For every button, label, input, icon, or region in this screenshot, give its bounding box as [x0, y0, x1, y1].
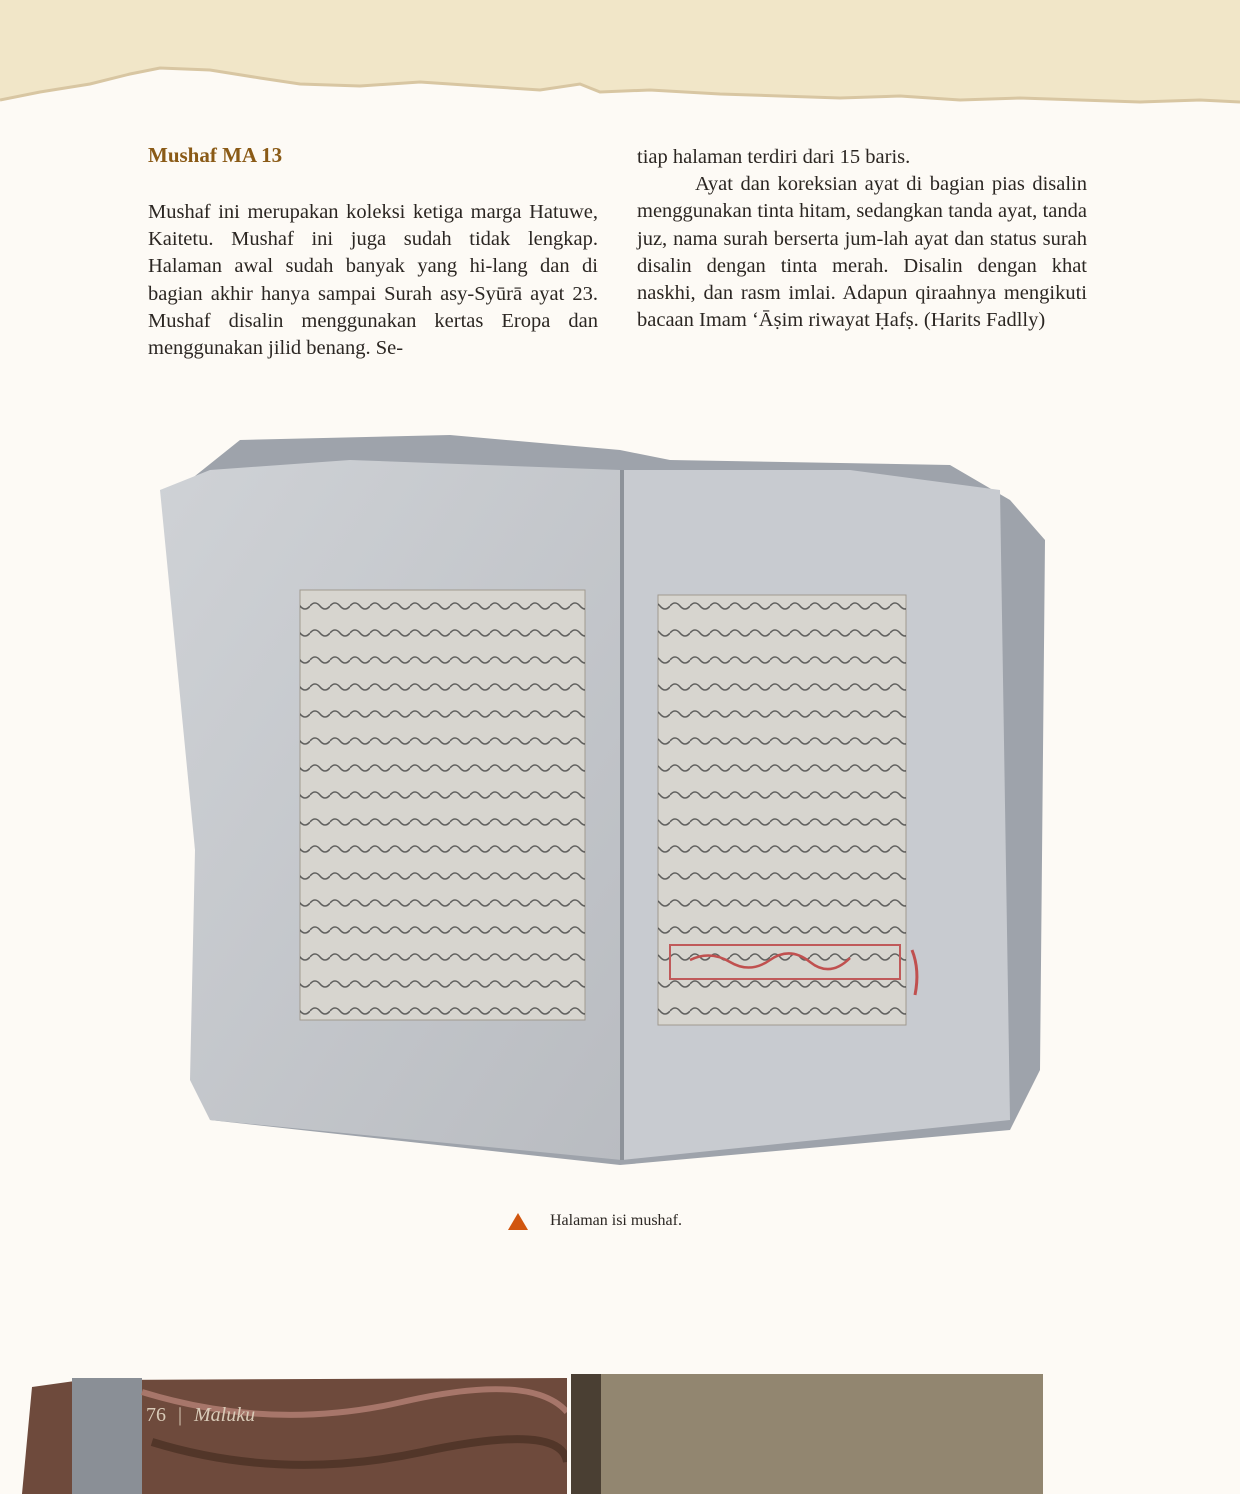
bottom-left-photo	[22, 1372, 567, 1494]
left-paragraph: Mushaf ini merupakan koleksi ketiga marga Hatuwe, Kaitetu. Mushaf ini juga sudah tidak lengkap. Halaman awal sudah banyak yang hi-lang dan di bagian akhir hanya sampai Surah asy-Syūrā ayat 23. Mushaf disalin menggunakan kertas Eropa dan menggunakan jilid benang. Se-	[148, 201, 598, 360]
page-number: 76	[146, 1404, 166, 1426]
figure-caption	[508, 1212, 682, 1230]
footer-separator: |	[178, 1404, 183, 1426]
right-paragraph: Ayat dan koreksian ayat di bagian pias disalin menggunakan tinta hitam, sedangkan tanda ayat, tanda juz, nama surah berserta jum-lah ayat dan status surah disalin dengan tinta merah. Disalin dengan khat naskhi, dan rasm imlai. Adapun qiraahnya mengikuti bacaan Imam ʻĀṣim riwayat Ḥafṣ. (Harits Fadlly)	[637, 173, 1087, 332]
footer-section-name: Maluku	[194, 1404, 256, 1426]
top-decorative-band	[0, 0, 1240, 110]
manuscript-photo	[150, 430, 1050, 1170]
caption-text: Halaman isi mushaf.	[550, 1212, 682, 1229]
right-text-column	[637, 144, 1087, 334]
continuation-line: tiap halaman terdiri dari 15 baris.	[637, 146, 911, 168]
section-title: Mushaf MA 13	[148, 143, 283, 167]
bottom-right-photo	[571, 1374, 1043, 1494]
left-text-column	[148, 199, 598, 362]
triangle-up-icon	[508, 1213, 528, 1230]
page-footer	[146, 1404, 255, 1427]
